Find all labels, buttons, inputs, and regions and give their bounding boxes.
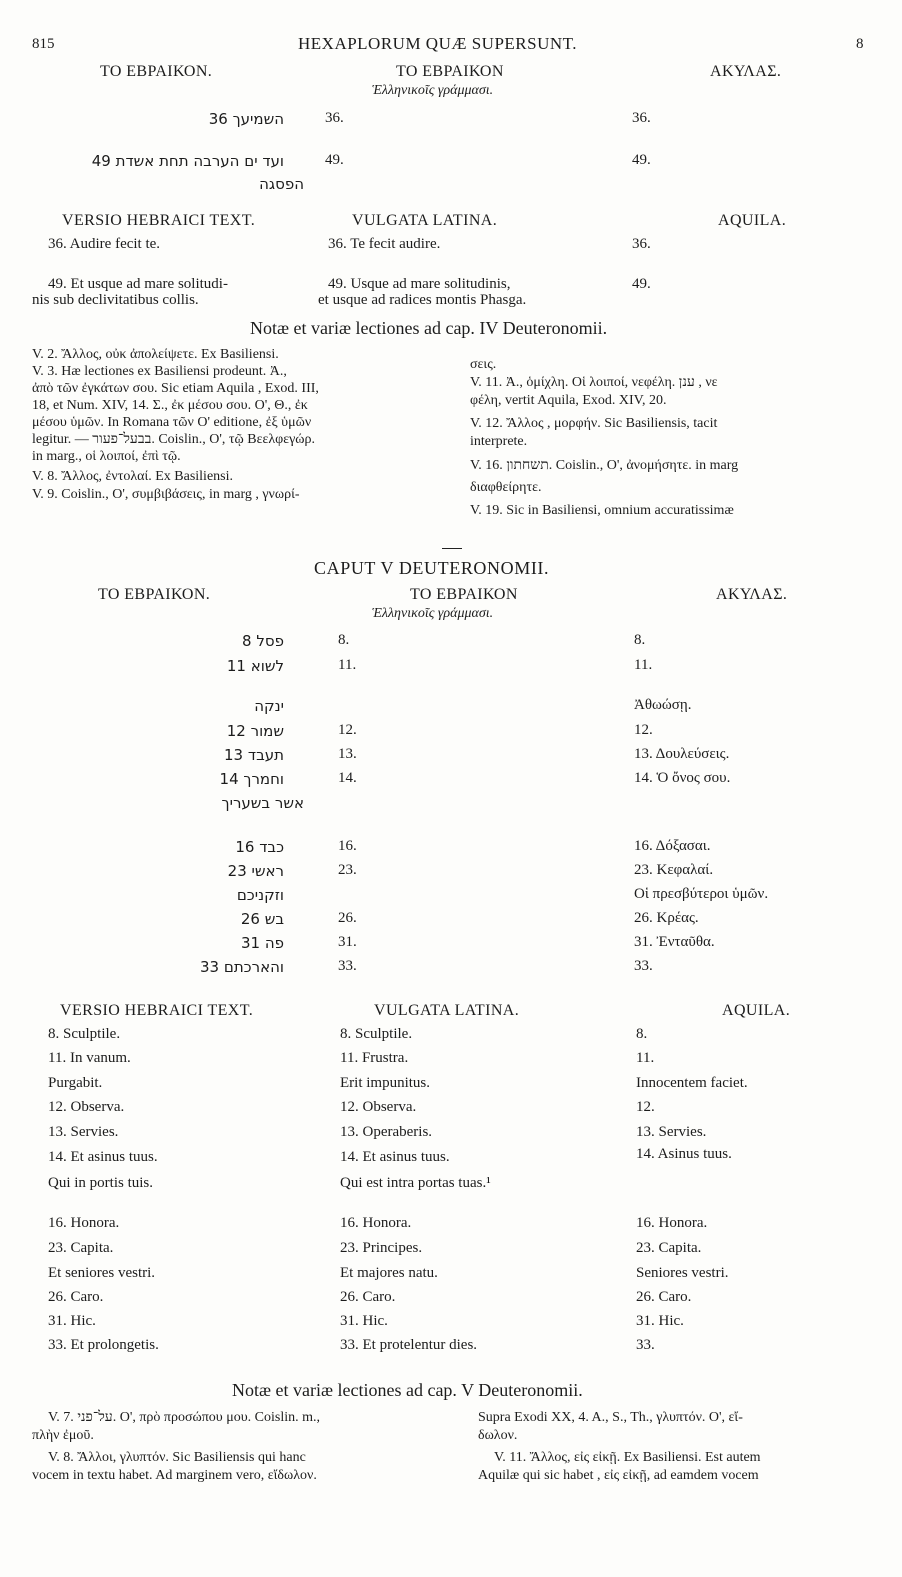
hebrew-line: לשוא 11: [226, 657, 284, 675]
latin-line: 49. Et usque ad mare solitudi-: [48, 276, 228, 292]
hebrew-line: ינקה: [254, 697, 284, 715]
translit-line: 8.: [338, 632, 350, 648]
aquila-line: 23. Κεφαλαί.: [634, 862, 714, 878]
note-line: πλὴν ἐμοῦ.: [32, 1428, 94, 1443]
aquila-latin-line: 14. Asinus tuus.: [636, 1146, 732, 1162]
hebrew-line: תעבד 13: [224, 746, 284, 764]
notes-title: Notæ et variæ lectiones ad cap. V Deuteronomii.: [232, 1380, 583, 1400]
hebrew-line: אשר בשעריך: [221, 794, 304, 812]
running-title: HEXAPLORUM QUÆ SUPERSUNT.: [298, 34, 578, 53]
note-line: Supra Exodi XX, 4. A., S., Th., γλυπτόν. Ο', εἴ-: [478, 1410, 743, 1425]
vulgate-line: 36. Te fecit audire.: [328, 236, 441, 252]
vulgate-line: 13. Operaberis.: [340, 1124, 433, 1140]
latin-head-version: VERSIO HEBRAICI TEXT.: [62, 212, 256, 229]
latin-line: 33. Et prolongetis.: [48, 1337, 159, 1353]
chapter-title: CAPUT V DEUTERONOMII.: [314, 558, 550, 578]
translit-line: 26.: [338, 910, 357, 926]
vulgate-line: 16. Honora.: [340, 1215, 412, 1231]
hebrew-line: השמיעך 36: [208, 110, 284, 128]
translit-line: 16.: [338, 838, 357, 854]
latin-line: nis sub declivitatibus collis.: [32, 292, 199, 308]
latin-head-vulgate: VULGATA LATINA.: [352, 212, 498, 229]
latin-head-aquila: AQUILA.: [718, 212, 787, 229]
translit-line: 12.: [338, 722, 357, 738]
col-head-hebrew: ΤΟ ΕΒΡΑΙΚΟΝ.: [98, 586, 211, 603]
vulgate-line: 26. Caro.: [340, 1289, 396, 1305]
aquila-latin-line: 33.: [636, 1337, 655, 1353]
latin-line: Qui in portis tuis.: [48, 1175, 154, 1191]
col-subhead: Ἑλληνικοῖς γράμμασι.: [372, 606, 494, 621]
note-line: V. 12. Ἄλλος , μορφήν. Sic Basiliensis, tacit: [470, 416, 718, 431]
vulgate-line: Et majores natu.: [340, 1265, 438, 1281]
hebrew-line: כבד 16: [235, 838, 284, 856]
latin-line: 12. Observa.: [48, 1099, 125, 1115]
translit-line: 13.: [338, 746, 357, 762]
note-line: 18, et Num. XIV, 14. Σ., ἐκ μέσου σου. Ο', Θ., ἐκ: [32, 398, 308, 413]
note-line: ἀπὸ τῶν ἐγκάτων σου. Sic etiam Aquila , Exod. III,: [32, 381, 319, 396]
col-head-aquila: ΑΚΥΛΑΣ.: [716, 586, 788, 603]
aquila-line: 31. Ἐνταῦθα.: [634, 934, 715, 950]
vulgate-line: 49. Usque ad mare solitudinis,: [328, 276, 511, 292]
hebrew-line: פה 31: [240, 934, 284, 952]
aquila-latin-line: 11.: [636, 1050, 655, 1066]
aquila-line: 33.: [634, 958, 653, 974]
note-line: μέσου ὑμῶν. In Romana τῶν Ο' editione, ἐξ ὑμῶν: [32, 415, 312, 430]
hebrew-line: וחמרך 14: [219, 770, 284, 788]
vulgate-line: 11. Frustra.: [340, 1050, 409, 1066]
note-line: V. 2. Ἄλλος, οὐκ ἀπολείψετε. Ex Basiliensi.: [32, 347, 279, 362]
vulgate-line: Erit impunitus.: [340, 1075, 430, 1091]
latin-line: 31. Hic.: [48, 1313, 96, 1329]
latin-line: 16. Honora.: [48, 1215, 120, 1231]
latin-line: 8. Sculptile.: [48, 1026, 121, 1042]
latin-line: 36. Audire fecit te.: [48, 236, 161, 252]
separator-rule: [442, 548, 462, 549]
hebrew-line: הפסגה: [259, 175, 304, 193]
translit-line: 36.: [325, 110, 344, 126]
hebrew-line: וזקניכם: [236, 886, 284, 904]
note-line: σεις.: [470, 357, 497, 372]
page-number-right: 8: [856, 36, 864, 52]
col-head-hebrew: ΤΟ ΕΒΡΑΙΚΟΝ.: [100, 63, 213, 80]
aquila-line: 36.: [632, 110, 651, 126]
latin-line: Purgabit.: [48, 1075, 103, 1091]
latin-line: 11. In vanum.: [48, 1050, 131, 1066]
vulgate-line: et usque ad radices montis Phasga.: [318, 292, 527, 308]
note-line: in marg., οἱ λοιποί, ἐπὶ τῷ.: [32, 449, 181, 464]
vulgate-line: 12. Observa.: [340, 1099, 417, 1115]
hebrew-line: שמור 12: [226, 722, 284, 740]
note-line: V. 11. Ἄλλος, εἰς εἰκῇ. Ex Basiliensi. Est autem: [494, 1450, 761, 1465]
note-line: V. 19. Sic in Basiliensi, omnium accuratissimæ: [470, 503, 734, 518]
note-line: V. 7. על־פני. Ο', πρὸ προσώπου μου. Coislin. m.,: [48, 1410, 320, 1425]
aquila-latin-line: 31. Hic.: [636, 1313, 684, 1329]
aquila-line: 13. Δουλεύσεις.: [634, 746, 730, 762]
col-head-aquila: ΑΚΥΛΑΣ.: [710, 63, 782, 80]
latin-line: Et seniores vestri.: [48, 1265, 156, 1281]
note-line: vocem in textu habet. Ad marginem vero, εἴδωλον.: [32, 1468, 317, 1483]
note-line: V. 9. Coislin., Ο', συμβιβάσεις, in marg , γνωρί-: [32, 487, 300, 502]
aquila-latin-line: 8.: [636, 1026, 648, 1042]
vulgate-line: 33. Et protelentur dies.: [340, 1337, 478, 1353]
note-line: φέλη, vertit Aquila, Exod. XIV, 20.: [470, 393, 667, 408]
latin-head-aquila: AQUILA.: [722, 1002, 791, 1019]
aquila-latin-line: 12.: [636, 1099, 655, 1115]
note-line: δωλον.: [478, 1428, 518, 1443]
aquila-latin-line: 16. Honora.: [636, 1215, 708, 1231]
col-head-hebrew-greek: ΤΟ ΕΒΡΑΙΚΟΝ: [396, 63, 504, 80]
aquila-latin-line: 36.: [632, 236, 651, 252]
translit-line: 14.: [338, 770, 357, 786]
vulgate-line: Qui est intra portas tuas.¹: [340, 1175, 491, 1191]
aquila-line: 12.: [634, 722, 653, 738]
latin-line: 13. Servies.: [48, 1124, 119, 1140]
vulgate-line: 14. Et asinus tuus.: [340, 1149, 450, 1165]
aquila-line: 49.: [632, 152, 651, 168]
note-line: V. 3. Hæ lectiones ex Basiliensi prodeunt. Ἀ.,: [32, 364, 287, 379]
note-line: διαφθείρητε.: [470, 480, 542, 495]
note-line: V. 16. תשחתון. Coislin., Ο', ἀνομήσητε. in marg: [470, 458, 739, 473]
translit-line: 49.: [325, 152, 344, 168]
translit-line: 23.: [338, 862, 357, 878]
hebrew-line: בש 26: [240, 910, 284, 928]
translit-line: 33.: [338, 958, 357, 974]
latin-line: 14. Et asinus tuus.: [48, 1149, 158, 1165]
vulgate-line: 31. Hic.: [340, 1313, 388, 1329]
translit-line: 31.: [338, 934, 357, 950]
aquila-line: 8.: [634, 632, 646, 648]
aquila-latin-line: Seniores vestri.: [636, 1265, 729, 1281]
aquila-line: 14. Ὁ ὄνος σου.: [634, 770, 731, 786]
aquila-line: 26. Κρέας.: [634, 910, 699, 926]
aquila-latin-line: 23. Capita.: [636, 1240, 702, 1256]
vulgate-line: 8. Sculptile.: [340, 1026, 413, 1042]
hebrew-line: פסל 8: [242, 632, 284, 650]
aquila-latin-line: 49.: [632, 276, 651, 292]
latin-line: 23. Capita.: [48, 1240, 114, 1256]
aquila-line: Ἀθωώσῃ.: [634, 697, 692, 713]
note-line: legitur. — בבעל־פעור. Coislin., Ο', τῷ Βεελφεγώρ.: [32, 432, 315, 447]
hebrew-line: ראשי 23: [227, 862, 284, 880]
aquila-latin-line: 26. Caro.: [636, 1289, 692, 1305]
translit-line: 11.: [338, 657, 357, 673]
latin-head-version: VERSIO HEBRAICI TEXT.: [60, 1002, 254, 1019]
note-line: interprete.: [470, 434, 528, 449]
col-subhead: Ἑλληνικοῖς γράμμασι.: [372, 83, 494, 98]
note-line: V. 11. Ἀ., ὁμίχλη. Οἱ λοιποί, νεφέλη. ענן , νε: [470, 375, 718, 390]
aquila-latin-line: Innocentem faciet.: [636, 1075, 748, 1091]
aquila-line: 16. Δόξασαι.: [634, 838, 711, 854]
aquila-latin-line: 13. Servies.: [636, 1124, 707, 1140]
aquila-line: 11.: [634, 657, 653, 673]
notes-title: Notæ et variæ lectiones ad cap. IV Deuteronomii.: [250, 318, 608, 338]
vulgate-line: 23. Principes.: [340, 1240, 423, 1256]
aquila-line: Οἱ πρεσβύτεροι ὑμῶν.: [634, 886, 769, 902]
latin-head-vulgate: VULGATA LATINA.: [374, 1002, 520, 1019]
latin-line: 26. Caro.: [48, 1289, 104, 1305]
note-line: Aquilæ qui sic habet , εἰς εἰκῇ, ad eamdem vocem: [478, 1468, 759, 1483]
page-number-left: 815: [32, 36, 55, 52]
note-line: V. 8. Ἄλλοι, γλυπτόν. Sic Basiliensis qui hanc: [48, 1450, 306, 1465]
note-line: V. 8. Ἄλλος, ἐντολαί. Ex Basiliensi.: [32, 469, 233, 484]
hebrew-line: והארכתם 33: [200, 958, 284, 976]
col-head-hebrew-greek: ΤΟ ΕΒΡΑΙΚΟΝ: [410, 586, 518, 603]
hebrew-line: ועד ים הערבה תחת אשדת 49: [91, 152, 284, 170]
